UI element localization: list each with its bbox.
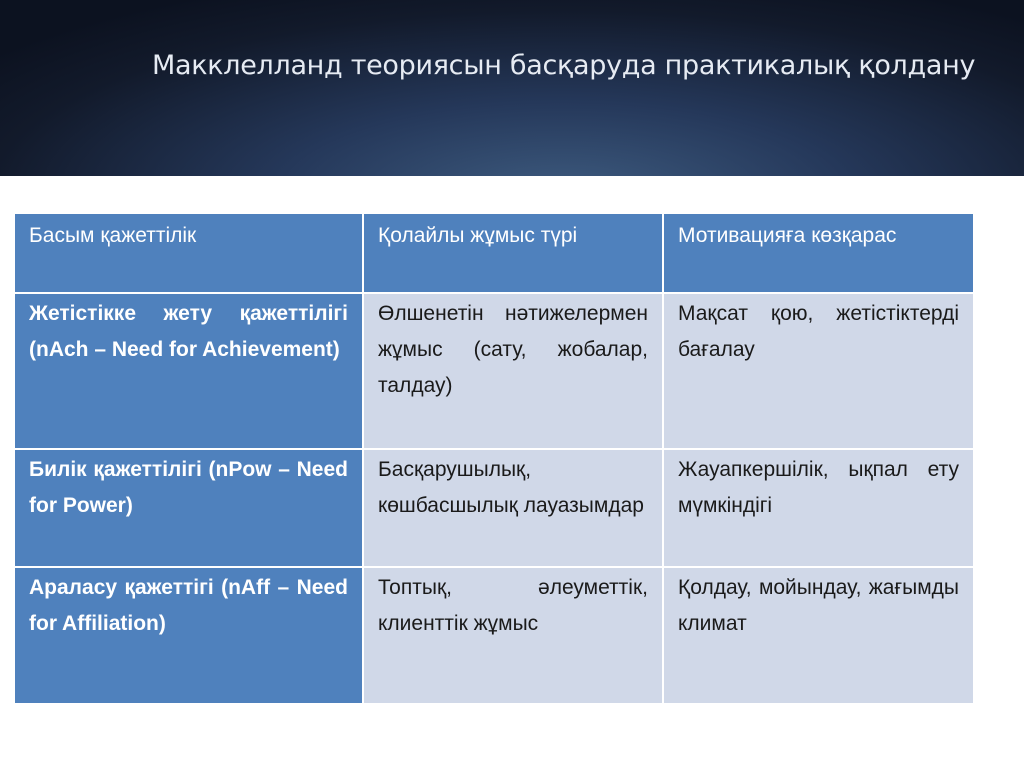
slide-title: Макклелланд теориясын басқаруда практикалық қолдану (152, 50, 976, 81)
work-type-cell: Басқарушылық, көшбасшылық лауазымдар (363, 449, 663, 567)
header-motivation: Мотивацияға көзқарас (663, 213, 974, 293)
need-cell: Араласу қажеттігі (nAff – Need for Affiliation) (14, 567, 363, 704)
header-dominant-need: Басым қажеттілік (14, 213, 363, 293)
need-cell: Жетістікке жету қажеттілігі (nAch – Need for Achievement) (14, 293, 363, 449)
motivation-cell: Жауапкершілік, ықпал ету мүмкіндігі (663, 449, 974, 567)
title-banner (0, 0, 1024, 176)
table-row (14, 449, 974, 567)
motivation-cell: Мақсат қою, жетістіктерді бағалау (663, 293, 974, 449)
need-cell: Билік қажеттілігі (nPow – Need for Power) (14, 449, 363, 567)
header-work-type: Қолайлы жұмыс түрі (363, 213, 663, 293)
table-header-row (14, 213, 974, 293)
motivation-cell: Қолдау, мойындау, жағымды климат (663, 567, 974, 704)
table-row (14, 567, 974, 704)
mcclelland-table (13, 212, 975, 705)
work-type-cell: Өлшенетін нәтижелермен жұмыс (сату, жобалар, талдау) (363, 293, 663, 449)
work-type-cell: Топтық, әлеуметтік, клиенттік жұмыс (363, 567, 663, 704)
table-row (14, 293, 974, 449)
